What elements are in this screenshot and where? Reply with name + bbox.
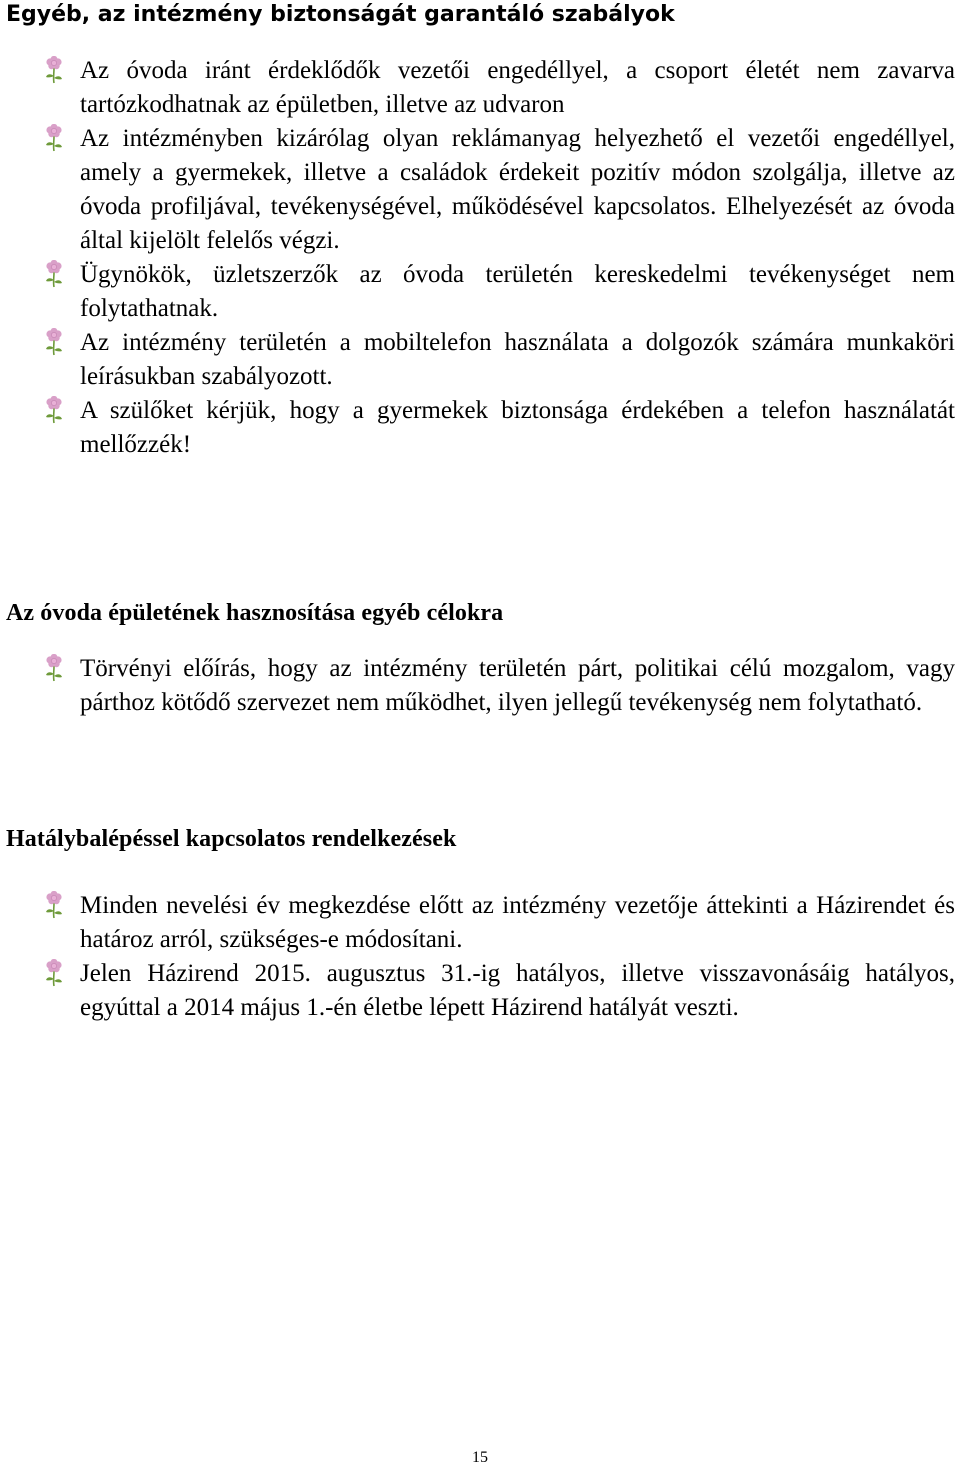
- flower-icon: [43, 891, 65, 919]
- flower-icon: [43, 654, 65, 682]
- list-item-text: Az intézményben kizárólag olyan reklámanyag helyezhető el vezetői engedéllyel, amely a gyermekek, illetve a családok érdekeit pozitív módon szolgálja, illetve az óvoda profiljával, tevékenységével, működésével kapcsolatos. Elhelyezését az óvoda által kijelölt felelős végzi.: [80, 125, 955, 254]
- flower-icon: [43, 396, 65, 424]
- list-item-text: Minden nevelési év megkezdése előtt az intézmény vezetője áttekinti a Házirendet és határoz arról, szükséges-e módosítani.: [80, 892, 955, 953]
- list-item: [0, 122, 955, 258]
- list-item-text: Az intézmény területén a mobiltelefon használata a dolgozók számára munkaköri leírásukban szabályozott.: [80, 329, 955, 390]
- section-heading-safety-rules: Egyéb, az intézmény biztonságát garantáló szabályok: [6, 2, 675, 27]
- flower-icon: [43, 260, 65, 288]
- list-item: [0, 652, 955, 720]
- page-number: 15: [472, 1449, 488, 1466]
- flower-icon: [43, 124, 65, 152]
- list-item-text: Az óvoda iránt érdeklődők vezetői engedéllyel, a csoport életét nem zavarva tartózkodhatnak az épületben, illetve az udvaron: [80, 57, 955, 118]
- list-item: [0, 54, 955, 122]
- list-item: [0, 258, 955, 326]
- list-item: [0, 957, 955, 1025]
- list-item: [0, 326, 955, 394]
- list-item: [0, 889, 955, 957]
- list-item: [0, 394, 955, 462]
- flower-icon: [43, 959, 65, 987]
- safety-rules-list: [0, 54, 960, 462]
- flower-icon: [43, 56, 65, 84]
- building-use-list: [0, 652, 960, 720]
- list-item-text: Jelen Házirend 2015. augusztus 31.-ig hatályos, illetve visszavonásáig hatályos, egyúttal a 2014 május 1.-én életbe lépett Házirend hatályát veszti.: [80, 960, 955, 1021]
- flower-icon: [43, 328, 65, 356]
- list-item-text: Ügynökök, üzletszerzők az óvoda területén kereskedelmi tevékenységet nem folytathatnak.: [80, 261, 955, 322]
- list-item-text: A szülőket kérjük, hogy a gyermekek biztonsága érdekében a telefon használatát mellőzzék!: [80, 397, 955, 458]
- effective-date-list: [0, 889, 960, 1025]
- section-heading-effective-date: Hatálybalépéssel kapcsolatos rendelkezések: [6, 826, 457, 852]
- section-heading-building-use: Az óvoda épületének hasznosítása egyéb célokra: [6, 600, 504, 626]
- list-item-text: Törvényi előírás, hogy az intézmény területén párt, politikai célú mozgalom, vagy párthoz kötődő szervezet nem működhet, ilyen jellegű tevékenység nem folytatható.: [80, 655, 955, 716]
